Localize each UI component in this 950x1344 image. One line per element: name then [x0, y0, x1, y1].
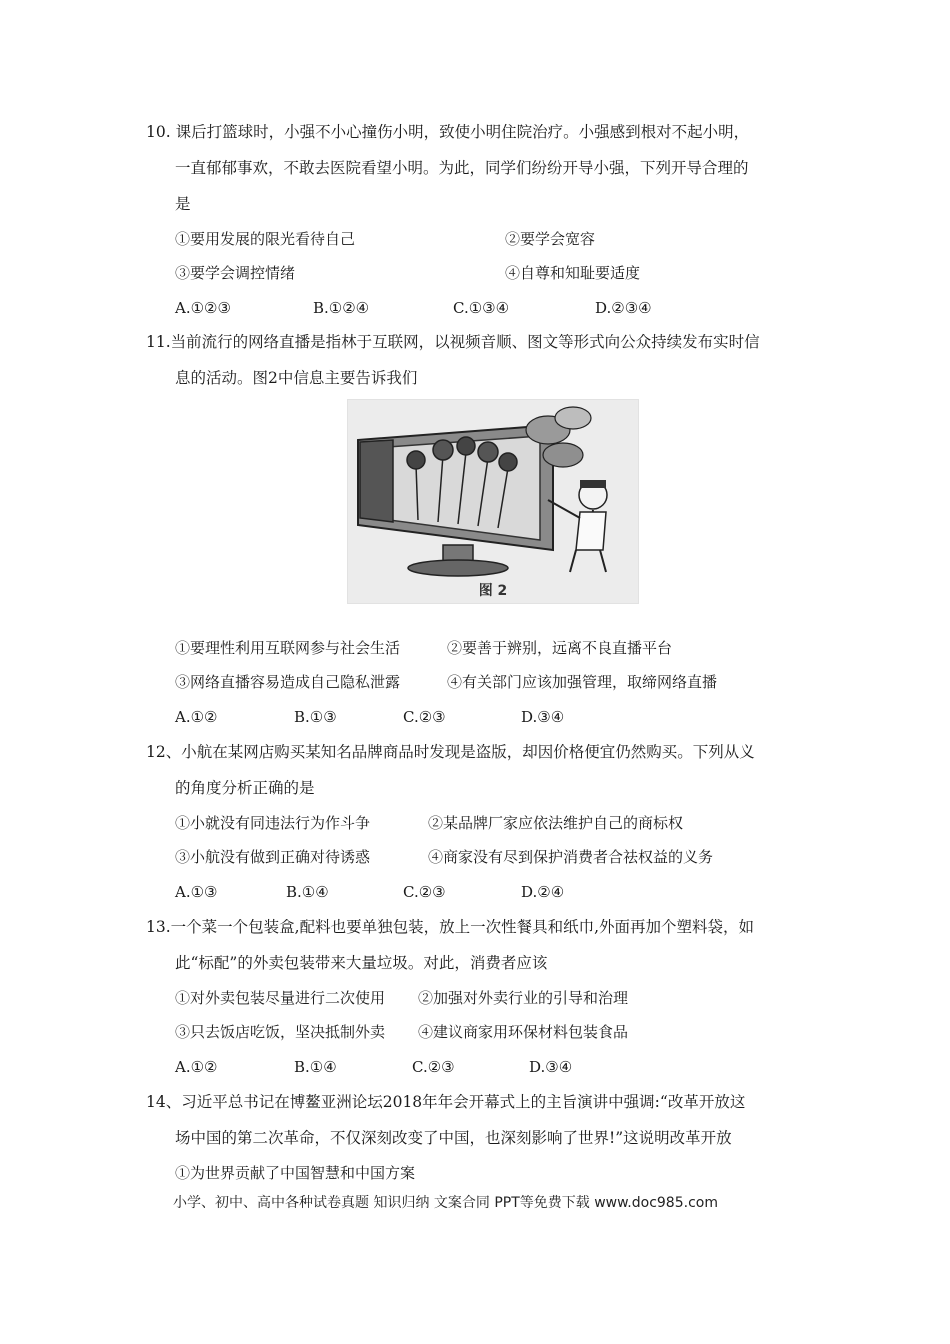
q13-choice-a: A.①②	[175, 1058, 218, 1076]
q13-line-1: 13.一个菜一个包装盒,配料也要单独包装，放上一次性餐具和纸巾,外面再加个塑料袋，如	[146, 918, 755, 936]
q12-line-1: 12、小航在某网店购买某知名品牌商品时发现是盗版，却因价格便宜仍然购买。下列从义	[146, 743, 755, 761]
q11-choice-b: B.①③	[294, 708, 337, 726]
q11-item-2: ②要善于辨别，远离不良直播平台	[447, 639, 673, 657]
page-footer: 小学、初中、高中各种试卷真题 知识归纳 文案合同 PPT等免费下载 www.doc985.com	[173, 1195, 718, 1211]
q10-line-2: 一直郁郁事欢，不敢去医院看望小明。为此，同学们纷纷开导小强，下列开导合理的	[175, 159, 749, 177]
q10-choice-a: A.①②③	[175, 299, 231, 317]
q13-item-4: ④建议商家用环保材料包装食品	[418, 1023, 629, 1041]
q10-item-3: ③要学会调控情绪	[175, 264, 296, 282]
q14-item-1: ①为世界贡献了中国智慧和中国方案	[175, 1164, 416, 1182]
q12-line-2: 的角度分析正确的是	[175, 779, 315, 797]
q11-choice-a: A.①②	[175, 708, 218, 726]
q10-item-4: ④自尊和知耻要适度	[505, 264, 641, 282]
q13-choice-c: C.②③	[412, 1058, 455, 1076]
q11-item-1: ①要理性利用互联网参与社会生活	[175, 639, 401, 657]
figure-2-cartoon	[347, 399, 639, 604]
q11-choice-d: D.③④	[521, 708, 565, 726]
q12-choice-c: C.②③	[403, 883, 446, 901]
q13-choice-d: D.③④	[529, 1058, 573, 1076]
q13-item-2: ②加强对外卖行业的引导和治理	[418, 989, 629, 1007]
q11-item-3: ③网络直播容易造成自己隐私泄露	[175, 673, 401, 691]
q12-choice-a: A.①③	[175, 883, 218, 901]
figure-caption: 图 2	[478, 583, 508, 599]
q10-item-1: ①要用发展的限光看待自己	[175, 230, 356, 248]
q13-item-3: ③只去饭店吃饭，坚决抵制外卖	[175, 1023, 386, 1041]
q14-line-2: 场中国的第二次革命，不仅深刻改变了中国，也深刻影响了世界!”这说明改革开放	[175, 1129, 732, 1147]
q12-item-3: ③小航没有做到正确对待诱惑	[175, 848, 371, 866]
q10-line-1: 10. 课后打篮球时，小强不小心撞伤小明，致使小明住院治疗。小强感到根对不起小明，	[146, 123, 750, 141]
q12-choice-b: B.①④	[286, 883, 329, 901]
q13-item-1: ①对外卖包装尽量进行二次使用	[175, 989, 386, 1007]
q10-choice-d: D.②③④	[595, 299, 652, 317]
q10-choice-c: C.①③④	[453, 299, 510, 317]
q13-line-2: 此“标配”的外卖包装带来大量垃圾。对此，消费者应该	[175, 954, 548, 972]
q12-choice-d: D.②④	[521, 883, 565, 901]
q10-line-3: 是	[175, 195, 191, 213]
q11-item-4: ④有关部门应该加强管理，取缔网络直播	[447, 673, 718, 691]
q14-line-1: 14、习近平总书记在博鳌亚洲论坛2018年年会开幕式上的主旨演讲中强调:“改革开放这	[146, 1093, 746, 1111]
q13-choice-b: B.①④	[294, 1058, 337, 1076]
q11-line-1: 11.当前流行的网络直播是指林于互联网，以视频音顺、图文等形式向公众持续发布实时信	[146, 333, 760, 351]
q10-choice-b: B.①②④	[313, 299, 370, 317]
q11-choice-c: C.②③	[403, 708, 446, 726]
q12-item-1: ①小就没有同违法行为作斗争	[175, 814, 371, 832]
cartoon-illustration	[348, 400, 638, 603]
q10-item-2: ②要学会宽容	[505, 230, 596, 248]
q12-item-4: ④商家没有尽到保护消费者合祛权益的义务	[428, 848, 714, 866]
q11-line-2: 息的活动。图2中信息主要告诉我们	[175, 369, 418, 387]
q12-item-2: ②某品牌厂家应依法维护自己的商标权	[428, 814, 684, 832]
